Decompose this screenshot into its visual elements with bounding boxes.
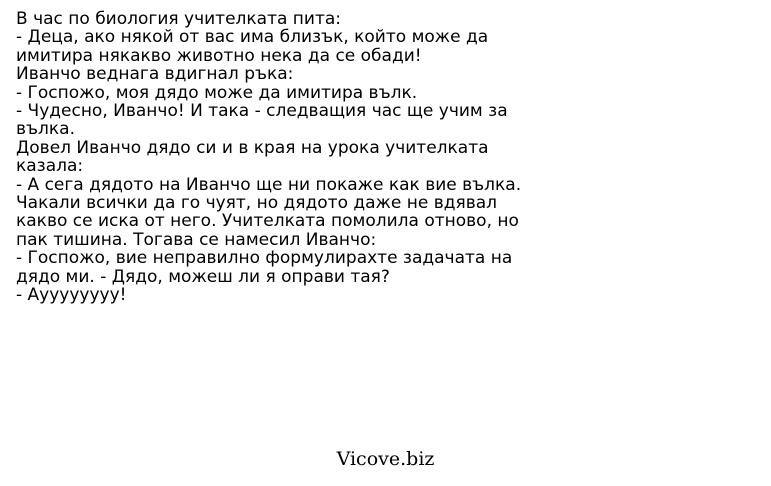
- site-watermark: Vicove.biz: [336, 448, 435, 470]
- joke-line: пак тишина. Тогава се намесил Иванчо:: [16, 229, 377, 250]
- joke-line: Иванчо веднага вдигнал ръка:: [16, 64, 294, 85]
- joke-line: - Ауууууууу!: [16, 285, 127, 306]
- joke-line: - Госпожо, моя дядо може да имитира вълк.: [16, 82, 418, 103]
- joke-line: - Госпожо, вие неправилно формулирахте задачата на: [16, 248, 513, 269]
- joke-line: Довел Иванчо дядо си и в края на урока учителката: [16, 137, 489, 158]
- joke-line: вълка.: [16, 119, 75, 140]
- joke-line: - А сега дядото на Иванчо ще ни покаже как вие вълка.: [16, 174, 522, 195]
- joke-line: Чакали всички да го чуят, но дядото даже не вдявал: [16, 193, 497, 214]
- joke-line: - Чудесно, Иванчо! И така - следващия час ще учим за: [16, 101, 508, 122]
- joke-line: В час по биология учителката пита:: [16, 9, 342, 29]
- joke-line: - Деца, ако някой от вас има близък, който може да: [16, 27, 489, 48]
- joke-line: дядо ми. - Дядо, можеш ли я оправи тая?: [16, 266, 390, 287]
- joke-text: [16, 10, 576, 305]
- joke-line: имитира някакво животно нека да се обади!: [16, 45, 422, 66]
- joke-line: казала:: [16, 156, 84, 177]
- joke-line: какво се иска от него. Учителката помолила отново, но: [16, 211, 519, 232]
